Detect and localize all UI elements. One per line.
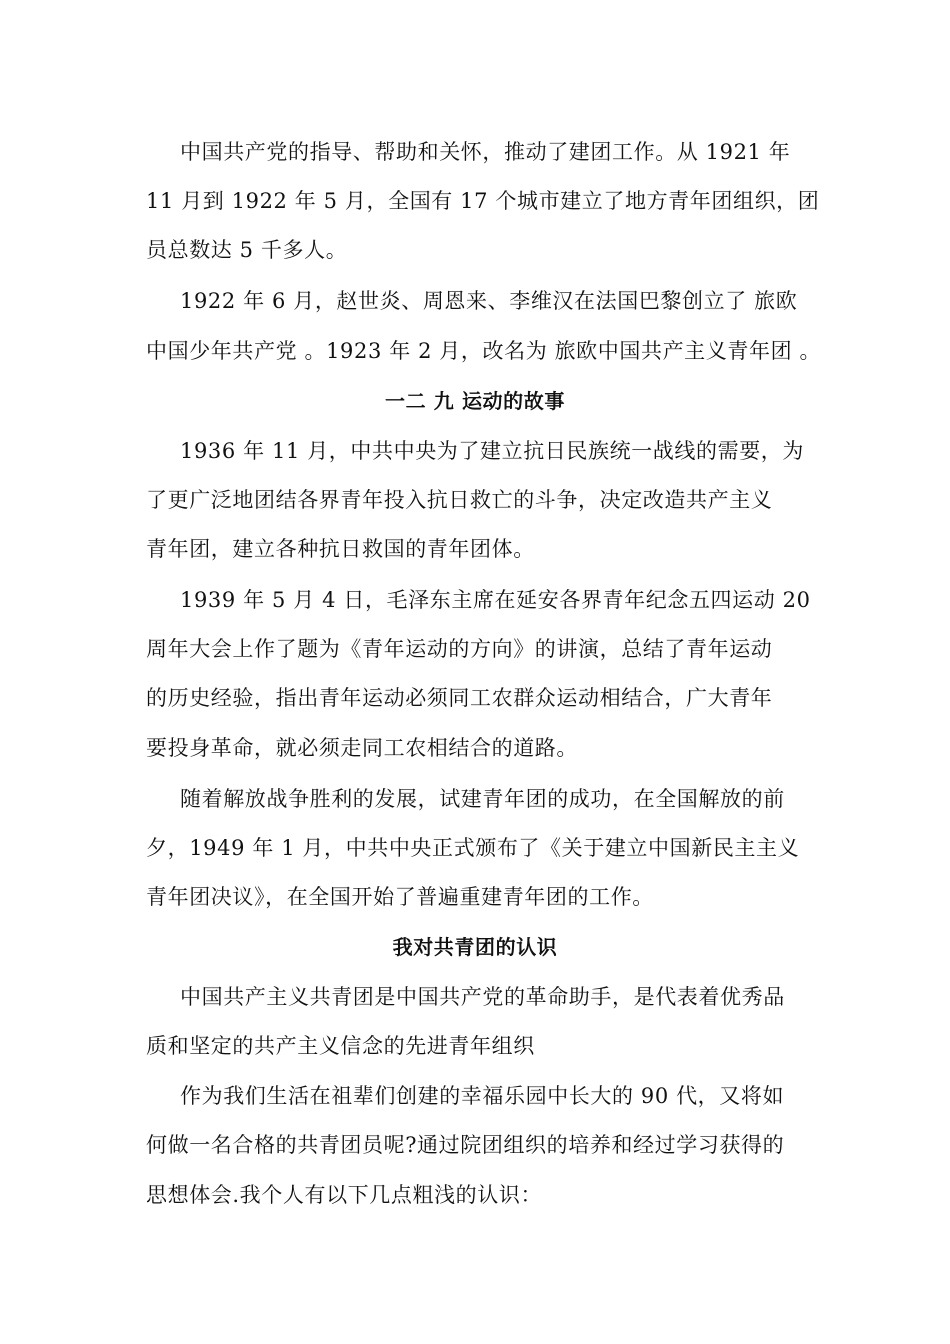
body-line: 1922 年 6 月，赵世炎、周恩来、李维汉在法国巴黎创立了 旅欧 bbox=[180, 289, 798, 313]
body-line: 周年大会上作了题为《青年运动的方向》的讲演，总结了青年运动 bbox=[146, 637, 773, 661]
body-line: 随着解放战争胜利的发展，试建青年团的成功，在全国解放的前 bbox=[180, 787, 785, 811]
body-line: 要投身革命，就必须走同工农相结合的道路。 bbox=[146, 736, 578, 760]
body-line: 质和坚定的共产主义信念的先进青年组织 bbox=[146, 1034, 535, 1058]
body-line: 何做一名合格的共青团员呢?通过院团组织的培养和经过学习获得的 bbox=[146, 1133, 785, 1157]
body-line: 青年团，建立各种抗日救国的青年团体。 bbox=[146, 537, 535, 561]
body-line: 中国共产主义共青团是中国共产党的革命助手，是代表着优秀品 bbox=[180, 985, 785, 1009]
body-line: 的历史经验，指出青年运动必须同工农群众运动相结合，广大青年 bbox=[146, 686, 773, 710]
body-line: 了更广泛地团结各界青年投入抗日救亡的斗争，决定改造共产主义 bbox=[146, 488, 773, 512]
body-line: 员总数达 5 千多人。 bbox=[146, 238, 348, 262]
body-line: 作为我们生活在祖辈们创建的幸福乐园中长大的 90 代，又将如 bbox=[180, 1084, 785, 1108]
body-line: 中国共产党的指导、帮助和关怀，推动了建团工作。从 1921 年 bbox=[180, 140, 791, 164]
body-line: 夕，1949 年 1 月，中共中央正式颁布了《关于建立中国新民主主义 bbox=[146, 836, 800, 860]
body-line: 1939 年 5 月 4 日，毛泽东主席在延安各界青年纪念五四运动 20 bbox=[180, 588, 811, 612]
section-heading: 一二 九 运动的故事 bbox=[385, 389, 565, 413]
body-line: 中国少年共产党 。1923 年 2 月，改名为 旅欧中国共产主义青年团 。 bbox=[146, 339, 822, 363]
body-line: 思想体会.我个人有以下几点粗浅的认识： bbox=[146, 1183, 543, 1207]
body-line: 青年团决议》，在全国开始了普遍重建青年团的工作。 bbox=[146, 885, 654, 909]
section-heading: 我对共青团的认识 bbox=[392, 935, 558, 959]
body-line: 1936 年 11 月，中共中央为了建立抗日民族统一战线的需要，为 bbox=[180, 439, 804, 463]
body-line: 11 月到 1922 年 5 月，全国有 17 个城市建立了地方青年团组织，团 bbox=[146, 189, 820, 213]
